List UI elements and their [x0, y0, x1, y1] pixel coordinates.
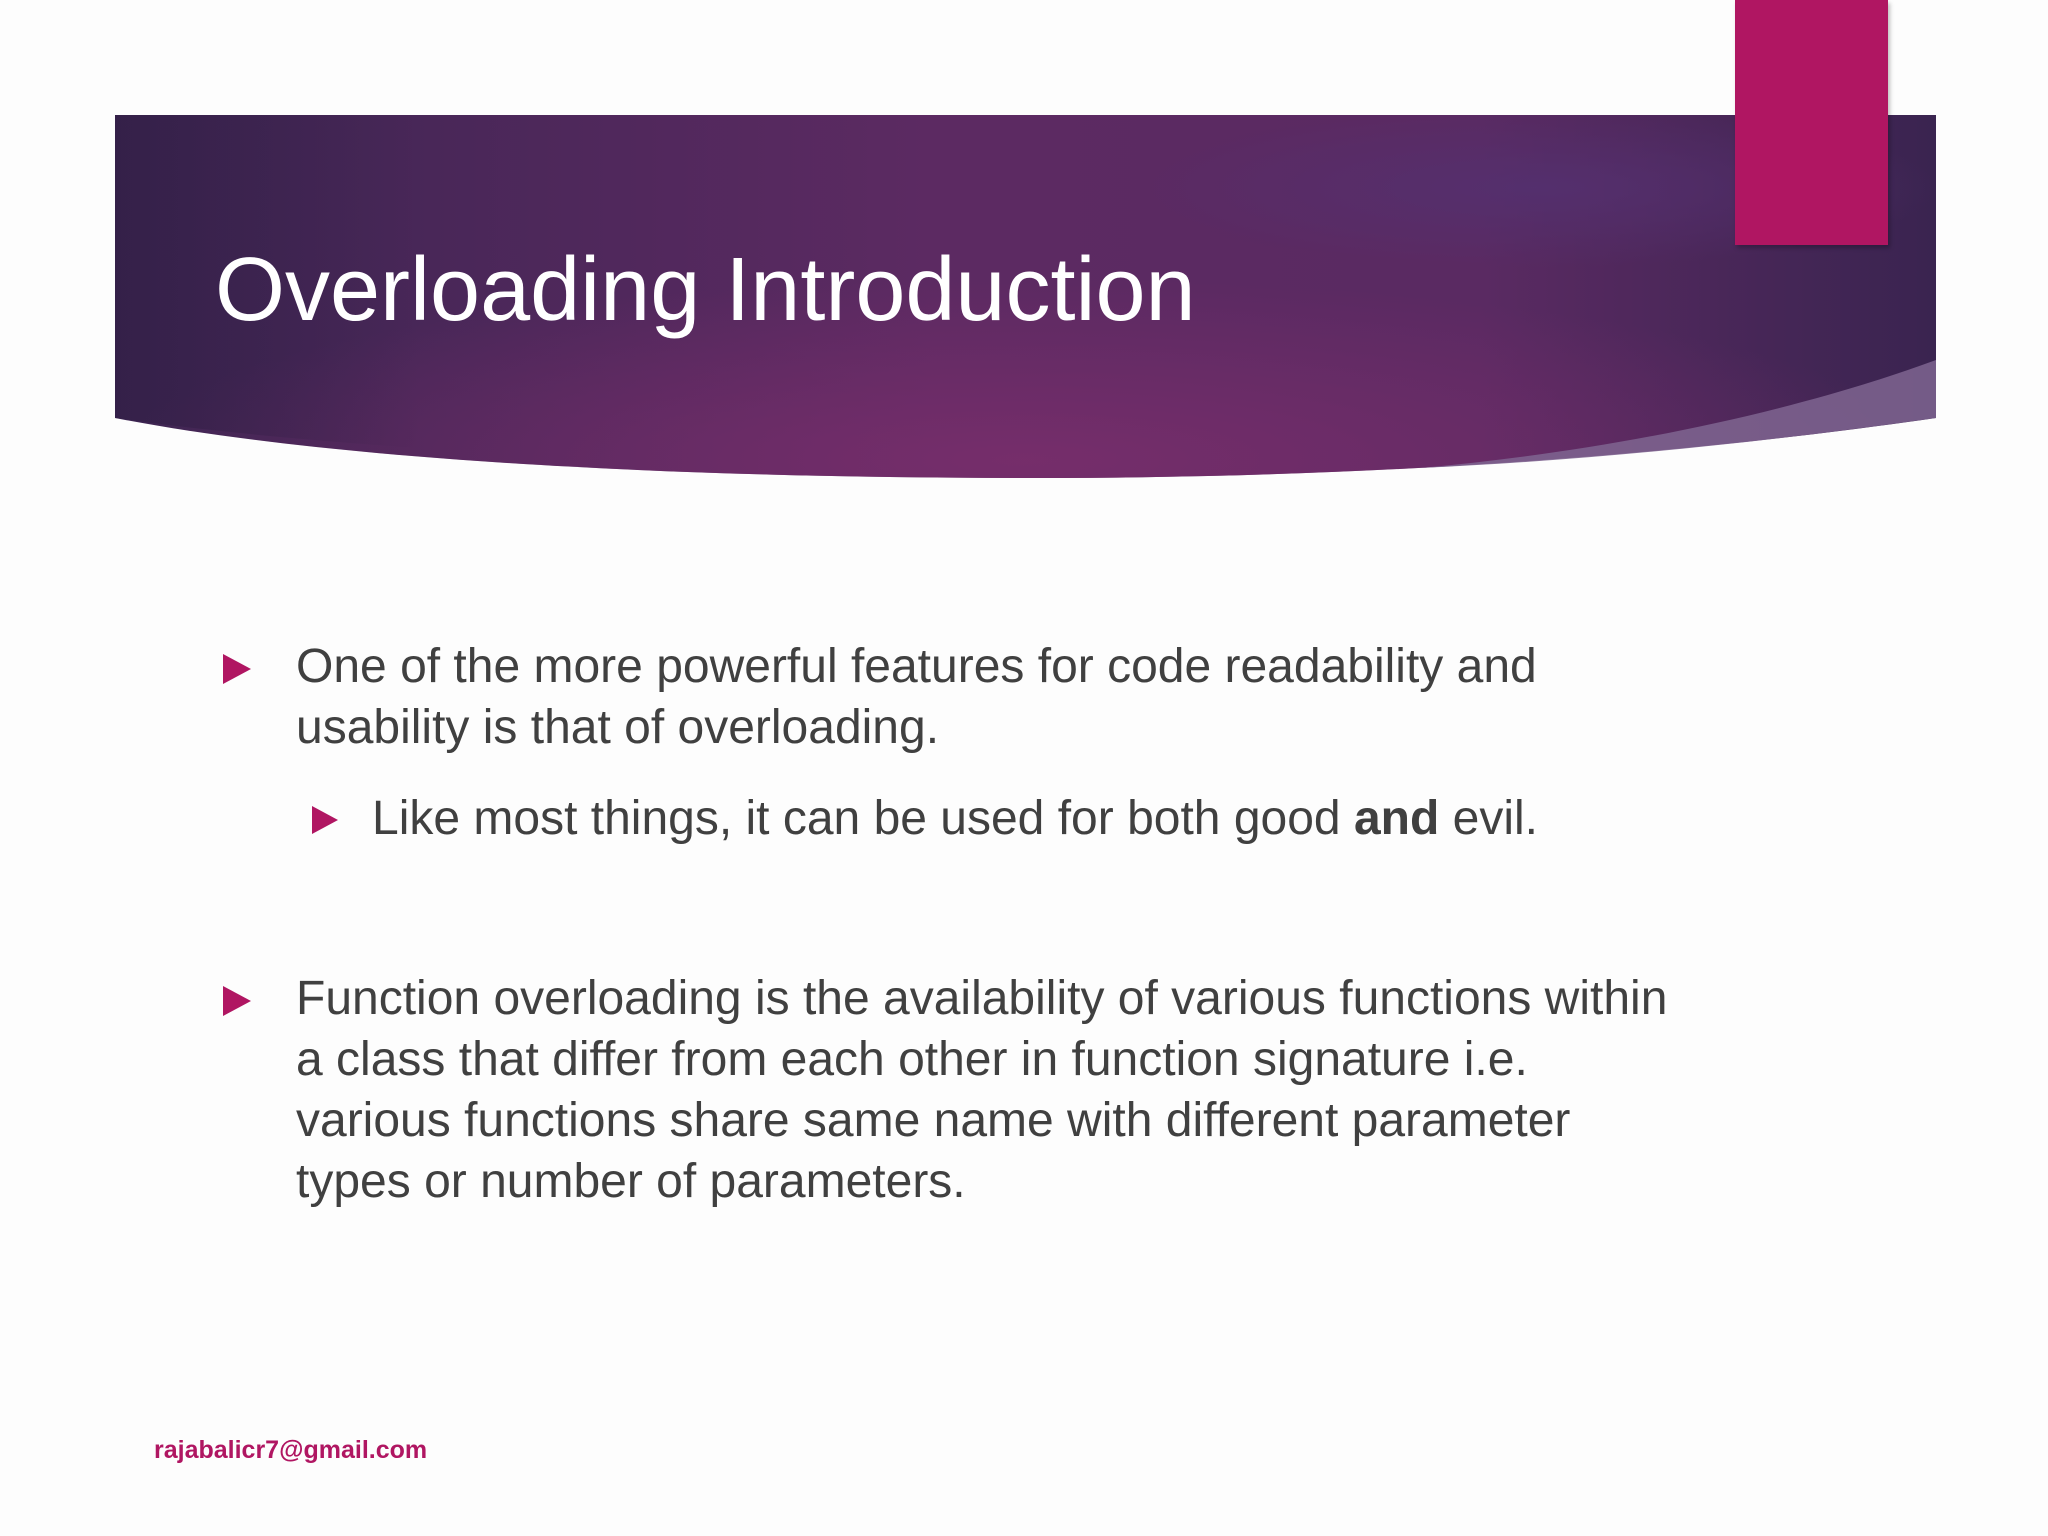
triangle-right-icon	[312, 806, 338, 834]
bullet-line: a class that differ from each other in function signature i.e.	[296, 1033, 1528, 1086]
bullet-item-function-overloading	[223, 968, 1667, 1212]
bullet-text	[296, 636, 1537, 758]
footer-email: rajabalicr7@gmail.com	[154, 1436, 428, 1464]
accent-block	[1735, 0, 1888, 245]
sub-bullet-item-good-and-evil	[312, 788, 1538, 849]
bullet-item-overloading-intro	[223, 636, 1537, 758]
triangle-right-icon	[223, 986, 251, 1016]
bullet-line: types or number of parameters.	[296, 1155, 966, 1208]
text-run: Like most things, it can be used for both good	[372, 792, 1354, 845]
bullet-line: usability is that of overloading.	[296, 701, 940, 754]
bullet-line: Function overloading is the availability of various functions within	[296, 972, 1668, 1025]
bullet-line: various functions share same name with different parameter	[296, 1094, 1571, 1147]
slide-title: Overloading Introduction	[215, 240, 1196, 340]
triangle-right-icon	[223, 654, 251, 684]
bullet-text	[296, 968, 1667, 1212]
bold-text-run: and	[1353, 792, 1440, 845]
text-run: evil.	[1439, 792, 1538, 845]
bullet-line: One of the more powerful features for code readability and	[296, 640, 1537, 693]
bullet-text	[372, 788, 1538, 849]
